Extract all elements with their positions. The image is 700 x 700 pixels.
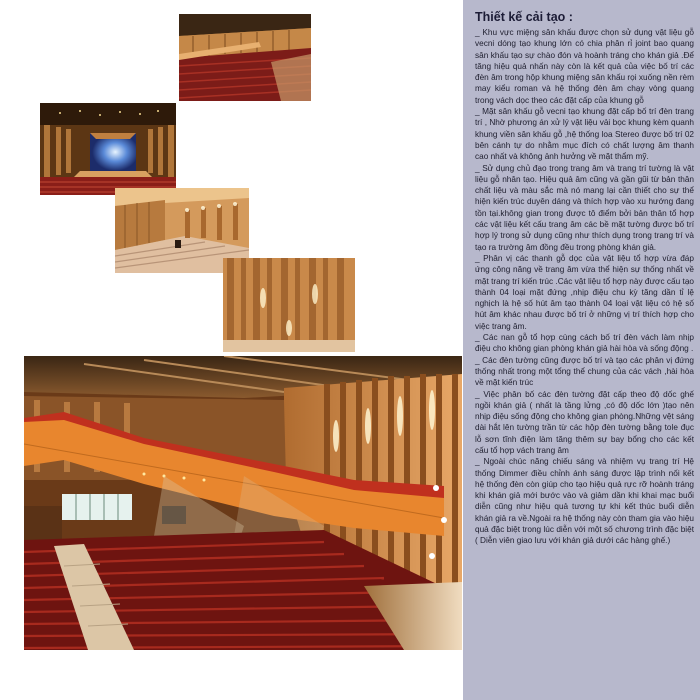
paragraph-stage-floor: _ Mặt sân khấu gỗ vecni tạo khung đặt cấp bố trí đèn trang trí , Nhờ phương án xử lý vật liệu vải bọc khung kèm quanh khung viền sân khấu gỗ ,hệ thống loa Stereo được bố trí 02 bên cánh tự do nhằm mục đích có chất lượng âm thanh cao nhất và không ảnh hưởng về mặt thẩm mỹ. bbox=[475, 107, 694, 162]
paragraph-wood-material: _ Sử dụng chủ đạo trong trang âm và trang trí tường là vật liệu gỗ nhân tạo. Hiệu quả âm cũng và gần gũi từ bản thân chất liệu và màu sắc mà nó mang lại cần thiết cho sự thể hiện kiến trúc duyên dáng và thích hợp vào xu hướng đang tồn tại.không gian trong được tô điểm bởi bản thân tổ hợp các vật liệu kết cấu trang âm các bề mặt tường được bố trí hợp lý trong sử dụng cũng như thích dụng trong trang trí và tạo ra trường âm đồng đều trong phòng khán giả. bbox=[475, 163, 694, 252]
paragraph-stage-opening: _ Khu vực miệng sân khấu được chọn sử dụng vật liệu gỗ vecni dóng tạo khung lớn có chia phân rỉ joint bao quang sân khấu tạo sự chào đón và hoành tráng cho khán giả .Để tăng hiệu quả nhấn này còn là kết quả của việc bố trí các đèn âm trong hộp khung miệng sân khấu rọi xuống nền rèm may kiểu roman và hệ thống đèn âm chạy vòng quang trong vách dọc theo các đặt cấp của khung gỗ bbox=[475, 28, 694, 105]
photo-stage-view bbox=[40, 103, 176, 195]
description-panel bbox=[463, 0, 700, 700]
paragraph-wall-lights: _ Các đèn tường cũng được bố trí và tạo các phân vị đứng thống nhất trong một tổng thể chung của các vách ,hài hòa về mặt kiến trúc bbox=[475, 355, 694, 388]
photo-balcony-view bbox=[179, 14, 311, 101]
paragraph-light-distribution: _ Việc phân bố các đèn tường đặt cấp theo độ dốc ghế ngồi khán giả ( nhất là tầng lửng ,có độ dốc lớn )tạo nên nhịp điệu sống động cho không gian phòng.Những vệt sáng dài hắt lên tường trần từ các hộp đèn tường bằng tole đục lỗ sơn tĩnh điện làm tăng thêm sự bay bổng cho các kết cấu tổ hợp vách trang âm bbox=[475, 389, 694, 455]
photo-main-auditorium bbox=[24, 356, 462, 650]
paragraph-dimmer-system: _ Ngoài chúc năng chiếu sáng và nhiệm vụ trang trí Hệ thống Dimmer điều chỉnh ánh sáng được lập trình nối kết hệ thống đèn còn giúp cho tạo hiệu quả rực rỡ hoành tráng khi khán giả mới bước vào và giảm dần khi khai mạc buổi diễn cũng như hiệu quả tương tự khi kết thúc buổi diễn khán giả ra về.Ngoài ra hệ thống này còn tham gia vào hiệu quả đặc biệt trong lúc diễn với một số chương trình đặc biệt ( Diễn viên giao lưu với khán giả dưới các hàng ghế.) bbox=[475, 457, 694, 546]
paragraph-wood-strips: _ Các nan gỗ tổ hợp cùng cách bố trí đèn vách làm nhịp điệu cho không gian phòng khán giả hài hòa và sống động . bbox=[475, 333, 694, 354]
photo-wall-panels bbox=[223, 258, 355, 352]
section-title: Thiết kế cải tạo : bbox=[475, 10, 573, 24]
paragraph-vertical-slats: _ Phân vị các thanh gỗ dọc của vật liệu tổ hợp vừa đáp ứng công năng về trang âm vừa thể hiện sự thống nhất về mặt trang trí kiến trúc .Các vật liệu tổ hợp này được cấu tạo thành 04 loại mặt đứng ,nhịp điệu chu kỳ tăng dần tỉ lệ nghịch là hệ số hút âm tạo thành 04 loại vật liệu có hệ số hút âm khác nhau được bố trí ở những vị trí thích hợp cho việc trang âm. bbox=[475, 253, 694, 331]
